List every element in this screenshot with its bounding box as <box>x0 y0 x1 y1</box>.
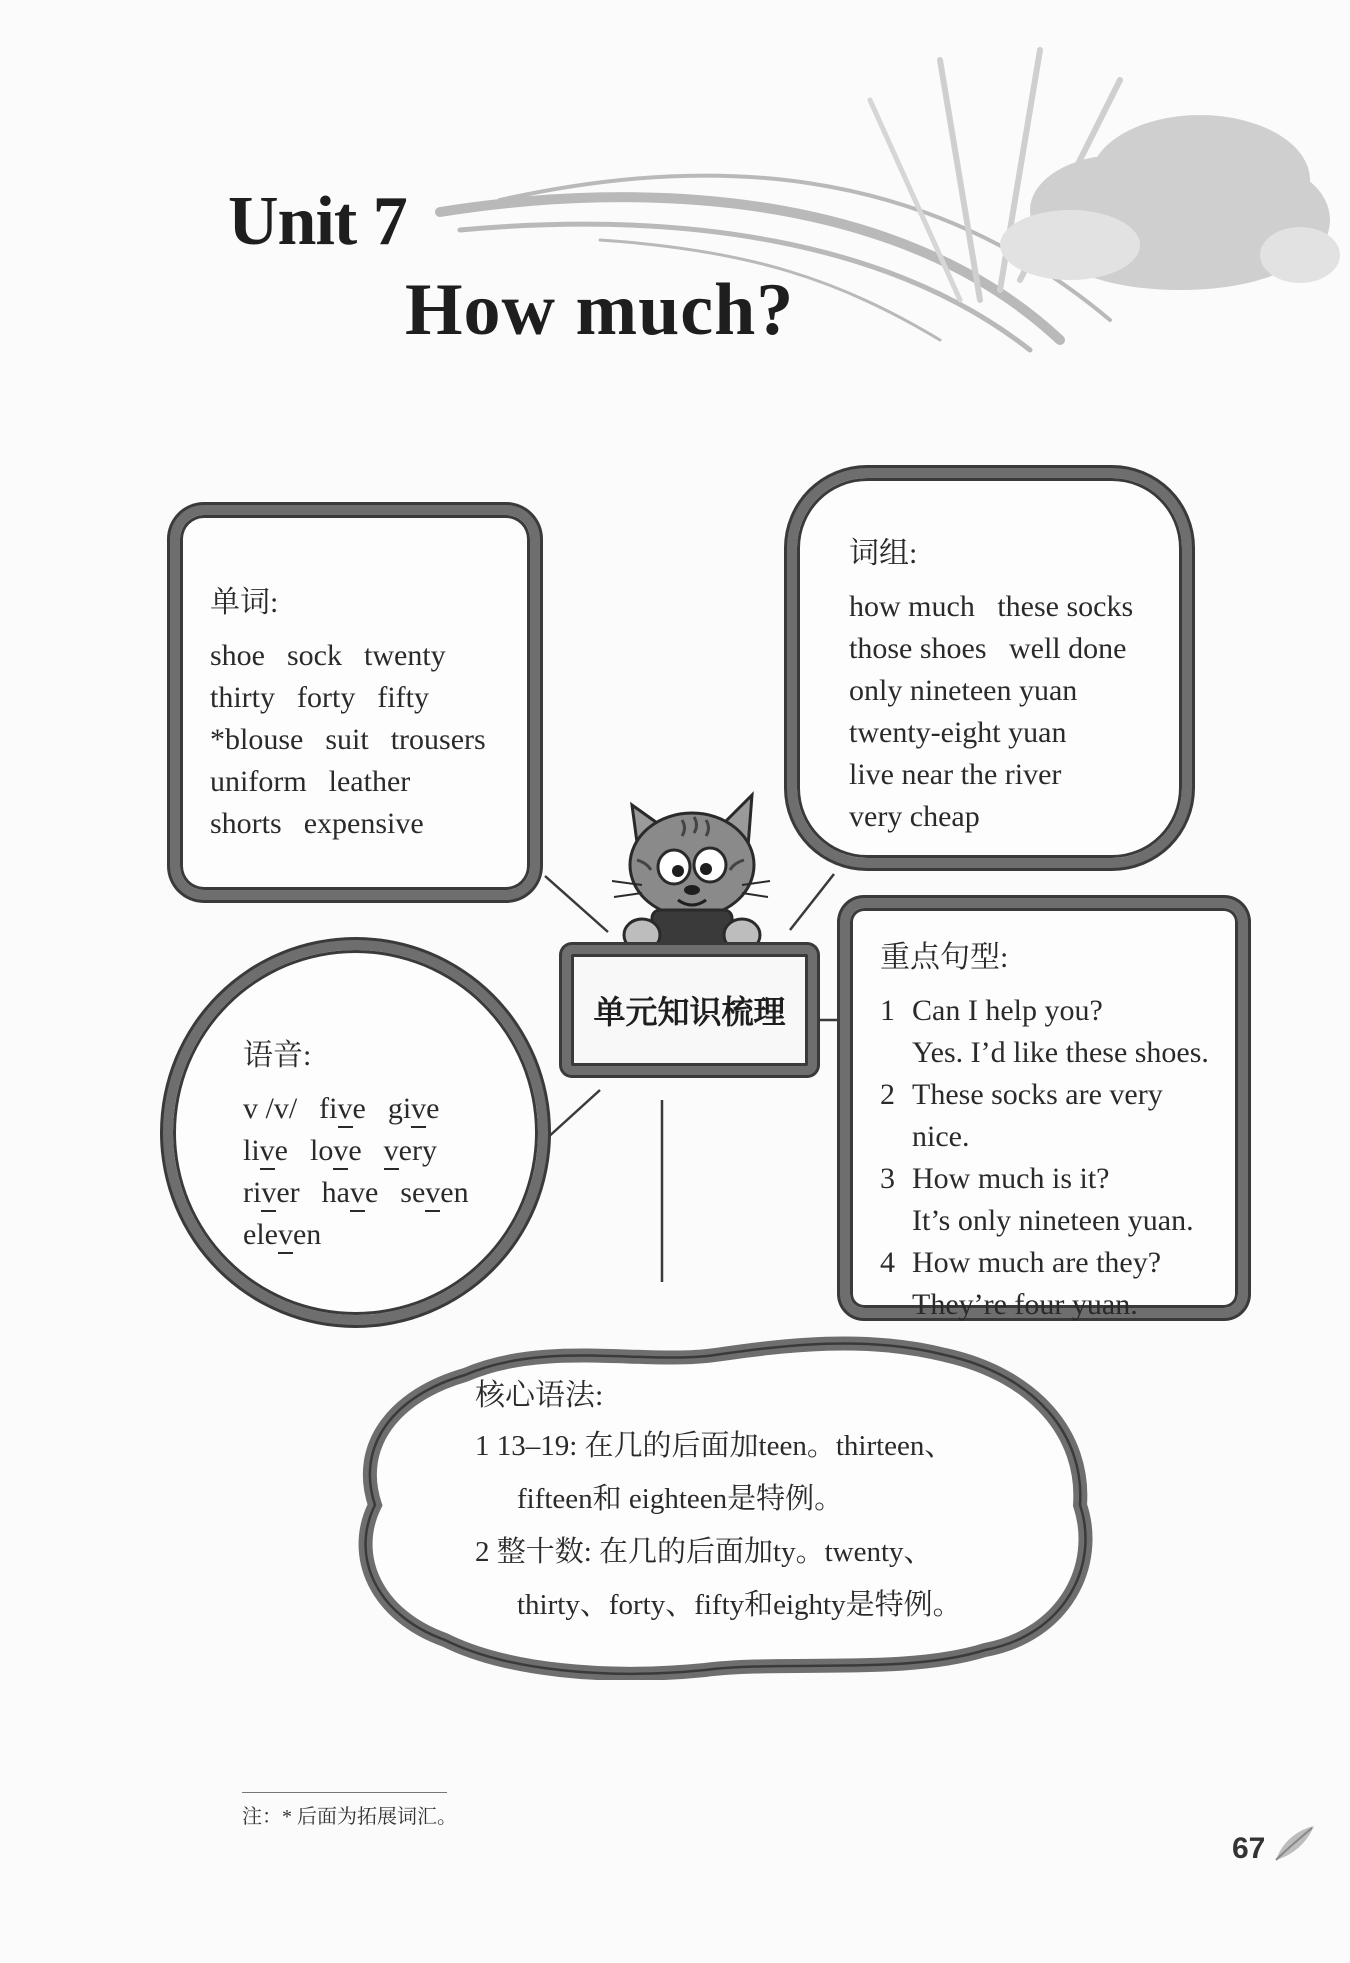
phonics-word: five <box>319 1092 366 1125</box>
phonics-word: have <box>322 1176 379 1209</box>
phrase-line: twenty-eight yuan <box>849 716 1067 749</box>
sentence-line <box>880 1074 1238 1116</box>
sentence-line <box>880 1158 1238 1200</box>
phonics-word: eleven <box>243 1218 321 1251</box>
sentence-number: 1 <box>880 994 895 1027</box>
footnote-divider <box>242 1792 447 1793</box>
cat-mascot-illustration <box>612 785 772 955</box>
grammar-line: 1 13–19: 在几的后面加teen。thirteen、 <box>475 1430 954 1462</box>
phonics-word: live <box>243 1134 288 1167</box>
sentence-text: Can I help you? <box>912 994 1103 1027</box>
vocabulary-panel <box>170 505 540 900</box>
phonics-sound: v /v/ <box>243 1092 298 1125</box>
vocabulary-word: shoe <box>210 639 265 672</box>
sentence-number: 3 <box>880 1162 895 1195</box>
phonics-word: give <box>388 1092 440 1125</box>
phonics-row <box>243 1214 538 1256</box>
sentence-line: It’s only nineteen yuan. <box>912 1204 1194 1237</box>
phonics-word: river <box>243 1176 300 1209</box>
phrase-line: those shoes well done <box>849 632 1127 665</box>
grammar-line: fifteen和 eighteen是特例。 <box>517 1483 844 1515</box>
vocabulary-word: *blouse <box>210 723 304 756</box>
key-sentences-panel <box>840 898 1248 1321</box>
phonics-row <box>243 1172 538 1214</box>
page-number: 67 <box>1232 1832 1266 1865</box>
vocabulary-word: leather <box>328 765 411 798</box>
phonics-panel <box>163 940 548 1325</box>
vocabulary-word: fifty <box>377 681 429 714</box>
phonics-word: love <box>310 1134 362 1167</box>
sentence-text: These socks are very <box>912 1078 1163 1111</box>
vocabulary-row <box>210 803 530 845</box>
sentence-number: 4 <box>880 1246 895 1279</box>
vocabulary-word: suit <box>325 723 369 756</box>
vocabulary-word: expensive <box>303 807 424 840</box>
key-sentences-label: 重点句型: <box>880 941 1009 974</box>
grammar-line: thirty、forty、fifty和eighty是特例。 <box>517 1589 962 1621</box>
sentence-line <box>880 1242 1238 1284</box>
vocabulary-word: forty <box>297 681 356 714</box>
vocabulary-word: sock <box>287 639 342 672</box>
grammar-label: 核心语法: <box>475 1379 604 1412</box>
vocabulary-word: thirty <box>210 681 275 714</box>
vocabulary-row <box>210 677 530 719</box>
sentence-text: How much are they? <box>912 1246 1162 1279</box>
phonics-word: seven <box>400 1176 468 1209</box>
vocabulary-word: uniform <box>210 765 307 798</box>
unit-title: Unit 7 <box>228 183 407 260</box>
center-topic-box: 单元知识梳理 <box>562 945 817 1075</box>
phrase-line: how much these socks <box>849 590 1134 623</box>
grammar-line: 2 整十数: 在几的后面加ty。twenty、 <box>475 1536 933 1568</box>
vocabulary-word: twenty <box>364 639 446 672</box>
phrase-line: live near the river <box>849 758 1062 791</box>
vocabulary-row <box>210 635 530 677</box>
page-title: How much? <box>405 269 795 351</box>
vocabulary-word: shorts <box>210 807 282 840</box>
phonics-word: very <box>384 1134 437 1167</box>
leaf-icon <box>1272 1822 1317 1864</box>
grammar-panel <box>475 1370 962 1632</box>
sentence-line: Yes. I’d like these shoes. <box>912 1036 1209 1069</box>
sentence-line <box>880 990 1238 1032</box>
sentence-text: How much is it? <box>912 1162 1110 1195</box>
footnote: 注：* 后面为拓展词汇。 <box>242 1806 457 1828</box>
phonics-row <box>243 1088 538 1130</box>
vocabulary-row <box>210 761 530 803</box>
phrase-line: only nineteen yuan <box>849 674 1078 707</box>
sentence-number: 2 <box>880 1078 895 1111</box>
phrases-label: 词组: <box>849 537 918 570</box>
sentence-line: nice. <box>912 1120 970 1153</box>
vocabulary-row <box>210 719 530 761</box>
phrases-panel <box>787 468 1192 868</box>
phrase-line: very cheap <box>849 800 980 833</box>
phonics-row <box>243 1130 538 1172</box>
vocabulary-word: trousers <box>390 723 486 756</box>
phonics-label: 语音: <box>243 1039 312 1072</box>
sentence-line: They’re four yuan. <box>912 1288 1138 1321</box>
vocabulary-label: 单词: <box>210 586 279 619</box>
